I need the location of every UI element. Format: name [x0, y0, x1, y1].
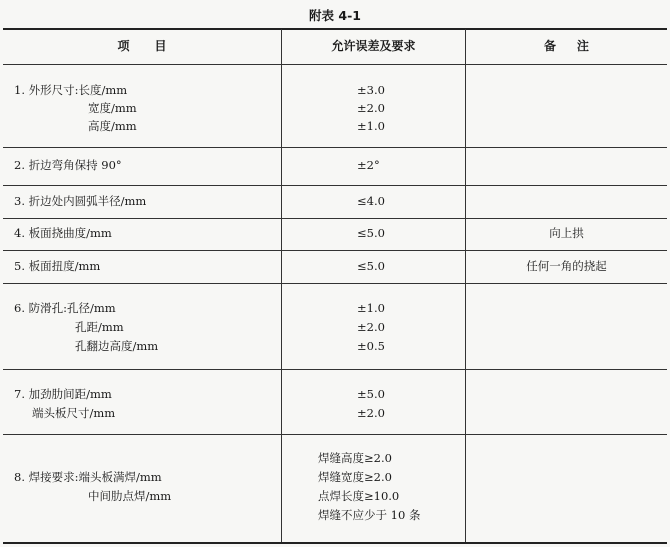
table-caption: 附表 4-1 — [309, 8, 361, 23]
row-2-tolerance: ±2° — [357, 158, 380, 172]
row-3-tolerance: ≤4.0 — [357, 194, 385, 208]
table-top-rule — [3, 28, 667, 30]
row-1-item: 高度/mm — [88, 119, 137, 133]
row-4-item: 4. 板面挠曲度/mm — [14, 226, 112, 240]
row-divider — [3, 434, 667, 435]
row-divider — [3, 250, 667, 251]
row-6-item: 孔距/mm — [75, 320, 124, 334]
row-8-tolerance: 焊缝不应少于 10 条 — [318, 508, 421, 522]
row-8-tolerance: 焊缝宽度≥2.0 — [318, 470, 392, 484]
header-remark: 备 注 — [544, 39, 589, 53]
row-8-tolerance: 点焊长度≥10.0 — [318, 489, 400, 503]
header-tolerance: 允许误差及要求 — [331, 39, 416, 53]
row-divider — [3, 218, 667, 219]
row-divider — [3, 147, 667, 148]
row-4-tolerance: ≤5.0 — [357, 226, 385, 240]
row-7-tolerance: ±5.0 — [357, 387, 385, 401]
row-8-item: 中间肋点焊/mm — [88, 489, 172, 503]
row-divider — [3, 369, 667, 370]
header-rule — [3, 64, 667, 65]
row-6-tolerance: ±1.0 — [357, 301, 385, 315]
row-3-item: 3. 折边处内圆弧半径/mm — [14, 194, 147, 208]
row-7-item: 7. 加劲肋间距/mm — [14, 387, 112, 401]
row-5-tolerance: ≤5.0 — [357, 259, 385, 273]
row-divider — [3, 283, 667, 284]
table-bottom-rule — [3, 542, 667, 544]
row-8-tolerance: 焊缝高度≥2.0 — [318, 451, 392, 465]
column-divider — [281, 29, 282, 542]
row-6-tolerance: ±0.5 — [357, 339, 385, 353]
row-7-item: 端头板尺寸/mm — [32, 406, 116, 420]
row-5-item: 5. 板面扭度/mm — [14, 259, 101, 273]
row-6-item: 6. 防滑孔:孔径/mm — [14, 301, 116, 315]
row-1-tolerance: ±1.0 — [357, 119, 385, 133]
row-6-tolerance: ±2.0 — [357, 320, 385, 334]
row-7-tolerance: ±2.0 — [357, 406, 385, 420]
row-1-tolerance: ±3.0 — [357, 83, 385, 97]
row-1-tolerance: ±2.0 — [357, 101, 385, 115]
row-5-remark: 任何一角的挠起 — [526, 259, 607, 273]
column-divider — [465, 29, 466, 542]
row-2-item: 2. 折边弯角保持 90° — [14, 158, 122, 172]
row-1-item: 宽度/mm — [88, 101, 137, 115]
row-6-item: 孔翻边高度/mm — [75, 339, 159, 353]
row-divider — [3, 185, 667, 186]
row-1-item: 1. 外形尺寸:长度/mm — [14, 83, 128, 97]
header-item: 项 目 — [117, 39, 167, 53]
row-8-item: 8. 焊接要求:端头板满焊/mm — [14, 470, 162, 484]
row-4-remark: 向上拱 — [549, 226, 584, 240]
